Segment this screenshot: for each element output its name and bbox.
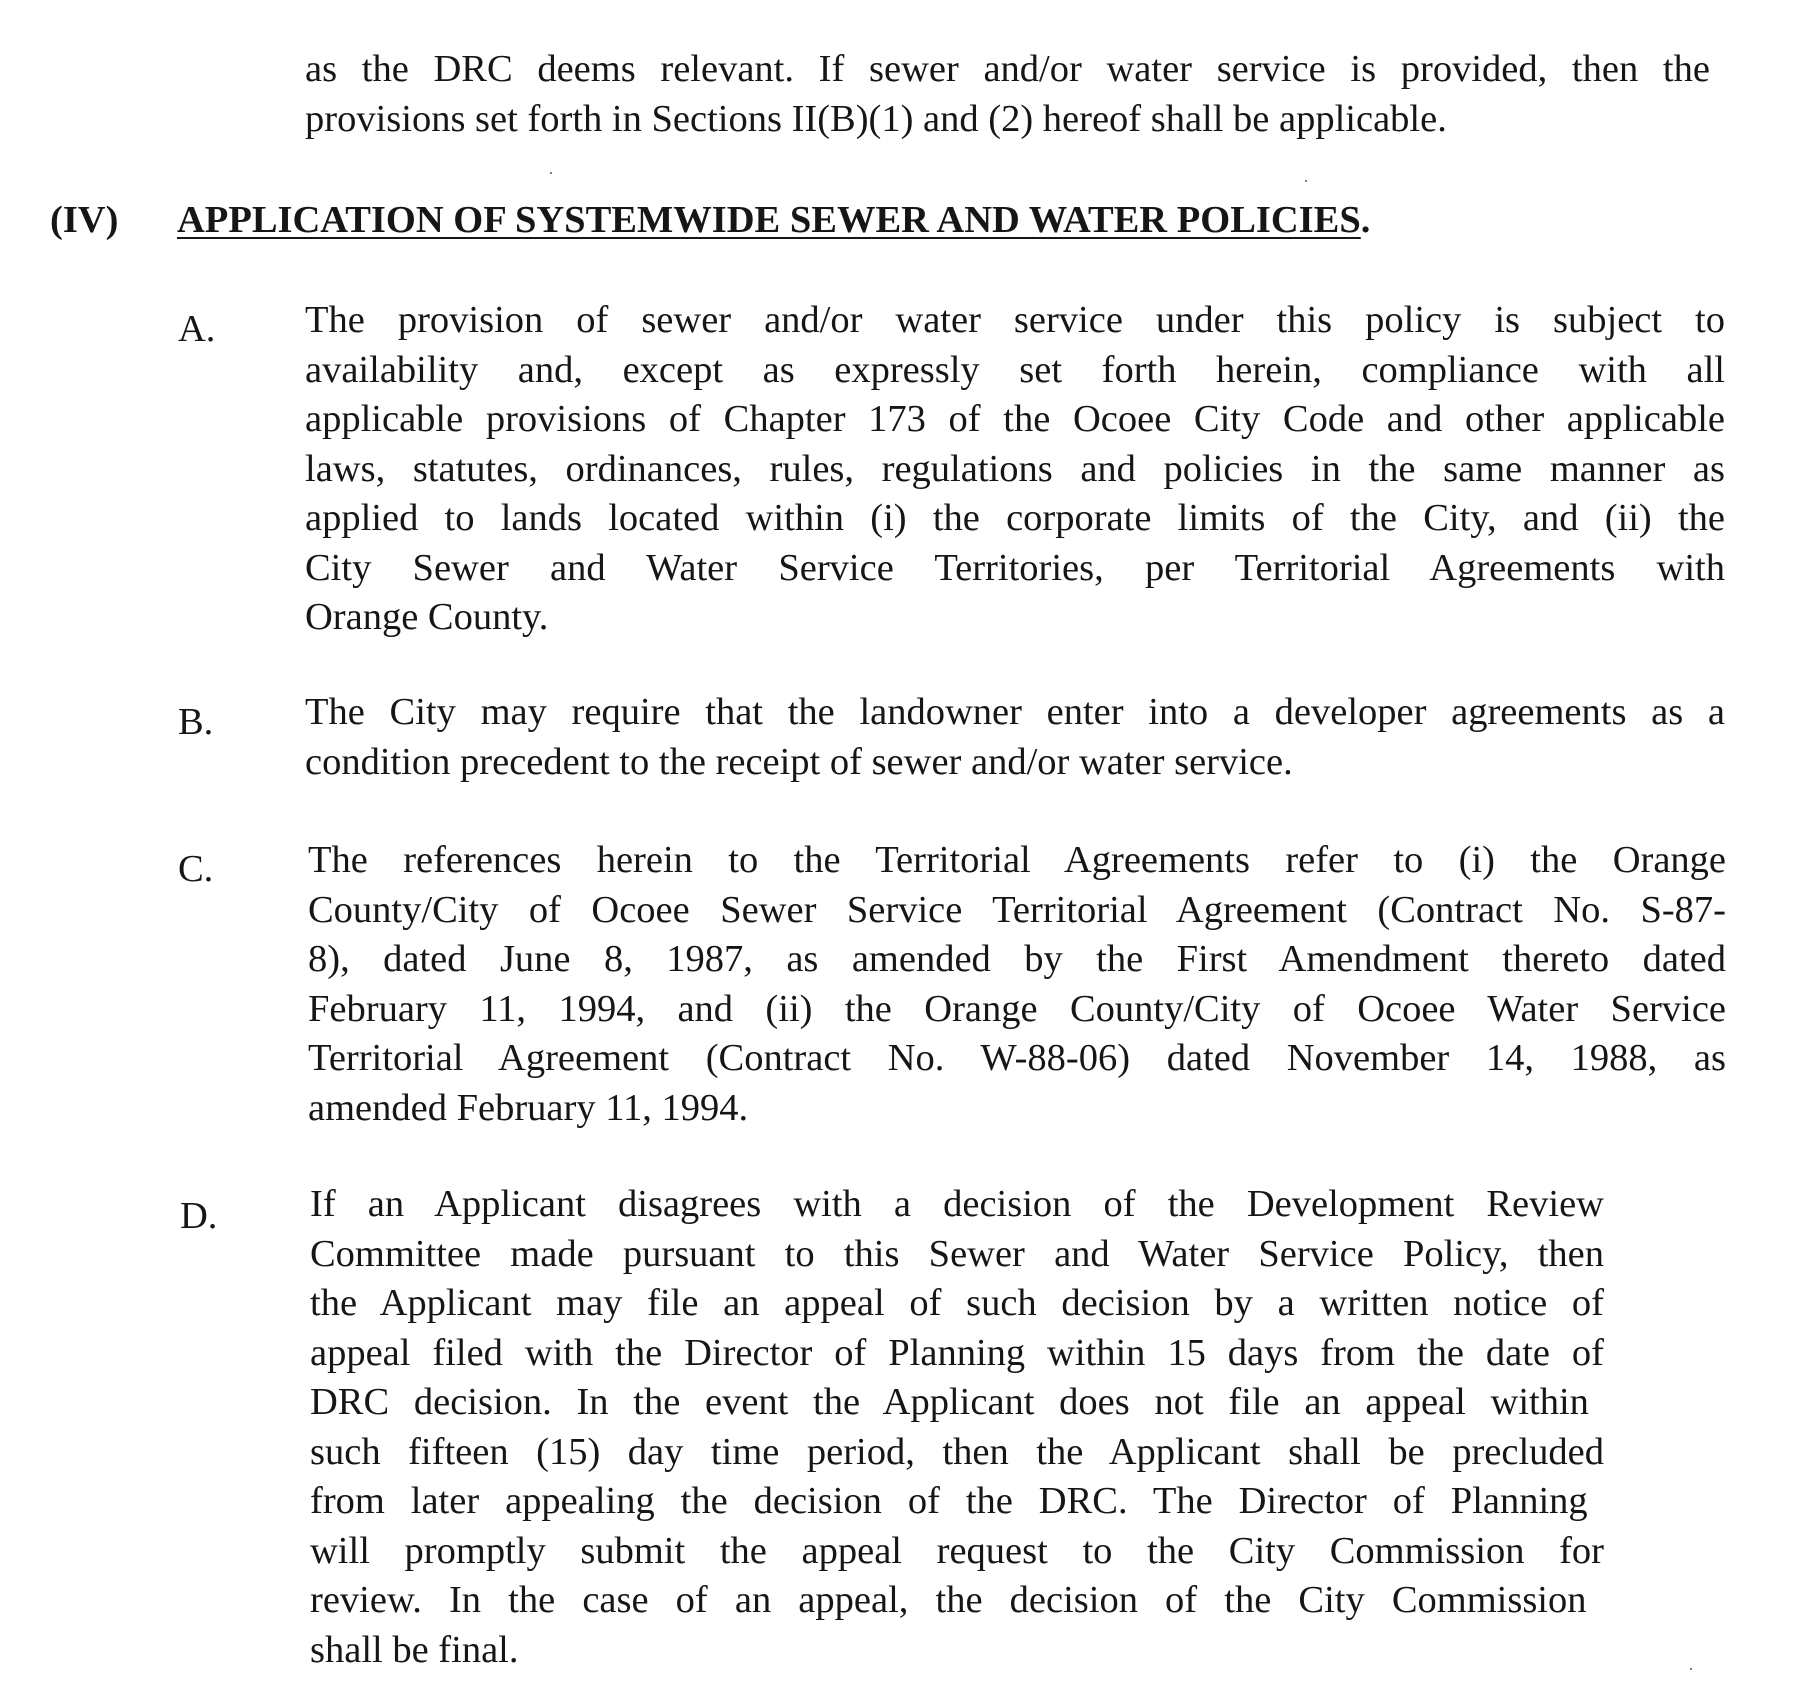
section-title: APPLICATION OF SYSTEMWIDE SEWER AND WATER POLICIES bbox=[177, 199, 1361, 241]
item-d-line: will promptly submit the appeal request to the City Commission for bbox=[310, 1529, 1604, 1572]
item-a-paragraph bbox=[305, 296, 1725, 643]
item-label-c: C. bbox=[178, 848, 214, 890]
item-b-line: condition precedent to the receipt of sewer and/or water service. bbox=[305, 740, 1293, 783]
section-number: (IV) bbox=[50, 199, 119, 241]
item-c-line: 8), dated June 8, 1987, as amended by the First Amendment thereto dated bbox=[308, 938, 1726, 980]
item-label-a: A. bbox=[178, 308, 216, 350]
item-c-line: amended February 11, 1994. bbox=[308, 1086, 749, 1129]
item-d-paragraph bbox=[310, 1180, 1604, 1675]
item-d-line: from later appealing the decision of the DRC. The Director of Planning bbox=[310, 1480, 1588, 1522]
item-a-line: The provision of sewer and/or water service under this policy is subject to bbox=[305, 299, 1725, 341]
item-d-line: the Applicant may file an appeal of such decision by a written notice of bbox=[310, 1282, 1604, 1324]
item-d-line: Committee made pursuant to this Sewer and Water Service Policy, then bbox=[310, 1232, 1604, 1275]
item-a-line: applied to lands located within (i) the corporate limits of the City, and (ii) the bbox=[305, 497, 1725, 539]
item-b-line: The City may require that the landowner enter into a developer agreements as a bbox=[305, 691, 1725, 733]
item-c-line: February 11, 1994, and (ii) the Orange County/City of Ocoee Water Service bbox=[308, 987, 1726, 1030]
item-d-line: DRC decision. In the event the Applicant does not file an appeal within bbox=[310, 1381, 1589, 1423]
item-c-line: The references herein to the Territorial Agreements refer to (i) the Orange bbox=[308, 839, 1726, 881]
item-a-line: laws, statutes, ordinances, rules, regulations and policies in the same manner as bbox=[305, 447, 1725, 490]
scan-speck bbox=[550, 172, 552, 174]
intro-line-2: provisions set forth in Sections II(B)(1) and (2) hereof shall be applicable. bbox=[305, 97, 1447, 140]
item-d-line: appeal filed with the Director of Planning within 15 days from the date of bbox=[310, 1331, 1604, 1374]
item-c-paragraph bbox=[308, 836, 1726, 1133]
section-heading bbox=[177, 198, 1370, 242]
item-d-line: such fifteen (15) day time period, then the Applicant shall be precluded bbox=[310, 1430, 1604, 1473]
intro-line-1: as the DRC deems relevant. If sewer and/or water service is provided, then the bbox=[305, 48, 1710, 90]
item-a-line: Orange County. bbox=[305, 596, 549, 638]
item-a-line: availability and, except as expressly set forth herein, compliance with all bbox=[305, 348, 1725, 391]
item-a-line: City Sewer and Water Service Territories, per Territorial Agreements with bbox=[305, 546, 1725, 589]
item-a-line: applicable provisions of Chapter 173 of the Ocoee City Code and other applicable bbox=[305, 398, 1725, 440]
item-label-d: D. bbox=[180, 1195, 218, 1237]
item-d-line: If an Applicant disagrees with a decision of the Development Review bbox=[310, 1183, 1604, 1225]
item-c-line: County/City of Ocoee Sewer Service Territorial Agreement (Contract No. S-87- bbox=[308, 888, 1726, 931]
section-title-period: . bbox=[1360, 199, 1371, 241]
item-d-line: review. In the case of an appeal, the decision of the City Commission bbox=[310, 1579, 1587, 1621]
item-c-line: Territorial Agreement (Contract No. W-88-06) dated November 14, 1988, as bbox=[308, 1037, 1726, 1079]
scan-speck bbox=[1690, 1668, 1692, 1670]
item-b-paragraph bbox=[305, 688, 1725, 787]
scan-speck bbox=[1305, 180, 1307, 182]
item-label-b: B. bbox=[178, 701, 214, 743]
item-d-line: shall be final. bbox=[310, 1628, 519, 1671]
intro-paragraph bbox=[305, 45, 1725, 144]
